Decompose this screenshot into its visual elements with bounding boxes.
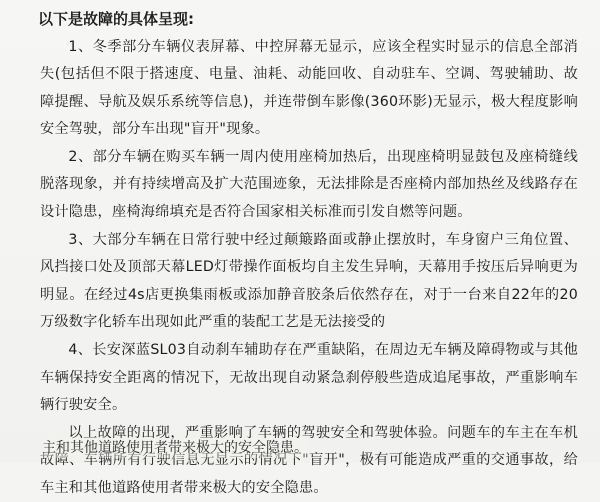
paragraph-5: 以上故障的出现，严重影响了车辆的驾驶安全和驾驶体验。问题车的车主在车机故障、车辆所有行驶信息无显示的情况下"盲开"，极有可能造成严重的交通事故，给车主和其他道路使用者带来极大的安全隐患。 (40, 425, 578, 496)
paragraph-2: 2、部分车辆在购买车辆一周内使用座椅加热后，出现座椅明显鼓包及座椅缝线脱落现象，并有持续增高及扩大范围迹象，无法排除是否座椅内部加热丝及线路存在设计隐患，座椅海绵填充是否符合国家相关标准而引发自燃等问题。 (40, 149, 578, 220)
caption-overlay: 主和其他道路使用者带来极大的安全隐患。 (42, 440, 308, 456)
paragraph-4: 4、长安深蓝SL03自动刹车辅助存在严重缺陷，在周边无车辆及障碍物或与其他车辆保持安全距离的情况下，无故出现自动紧急刹停般些造成追尾事故，严重影响车辆行驶安全。 (40, 342, 578, 413)
paragraph-1: 1、冬季部分车辆仪表屏幕、中控屏幕无显示，应该全程实时显示的信息全部消失(包括但不限于搭速度、电量、油耗、动能回收、自动驻车、空调、驾驶辅助、故障提醒、导航及娱乐系统等信息)，并连带倒车影像(360环影)无显示，极大程度影响安全驾驶，部分车出现"盲开"现象。 (40, 39, 578, 137)
paragraph-3: 3、大部分车辆在日常行驶中经过颠簸路面或静止摆放时，车身窗户三角位置、风挡接口处及顶部天幕LED灯带操作面板均自主发生异响，天幕用手按压后异响更为明显。在经过4s店更换集雨板或添加静音胶条后依然存在，对于一台来自22年的20万级数字化轿车出现如此严重的装配工艺是无法接受的 (40, 232, 578, 330)
document-title: 以下是故障的具体呈现: (38, 10, 194, 28)
